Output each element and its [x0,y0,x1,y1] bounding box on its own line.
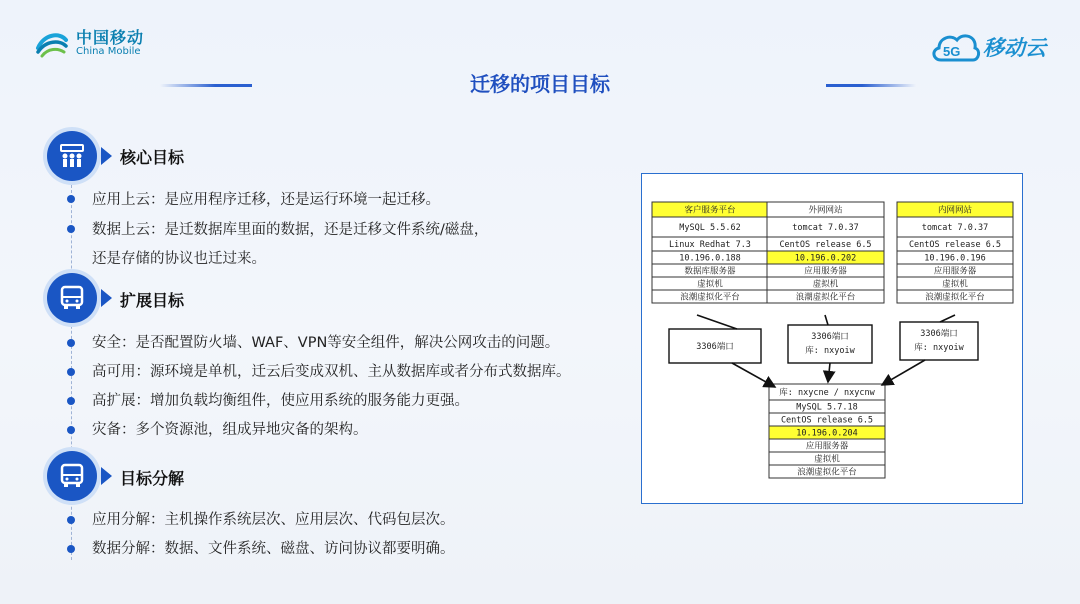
section-1-line-3: 还是存储的协议也迁过来。 [92,251,266,267]
migration-diagram-svg [642,174,1022,503]
diagram-cell-text: 浪潮虚拟化平台 [925,292,985,303]
section-1-line-1: 应用上云：是应用程序迁移，还是运行环境一起迁移。 [92,192,440,208]
section-3-icon [47,451,97,501]
arrow-to-target [732,363,775,387]
target-cell-text: CentOS release 6.5 [780,415,874,426]
section-1-title: 核心目标 [120,148,185,167]
bus-icon [57,461,87,491]
section-1-line-2: 数据上云：是迁数据库里面的数据，还是迁移文件系统/磁盘， [92,222,489,238]
diagram-cell-text: 虚拟机 [812,279,839,290]
diagram-cell-text: 10.196.0.202 [794,253,857,264]
section-2-arrow [101,289,112,307]
section-2-line-4: 灾备：多个资源池，组成异地灾备的架构。 [92,422,368,438]
logo-right-text: 移动云 [983,36,1046,60]
mobile-cloud-logo [929,28,1046,66]
port-db-label: 库: nxyoiw [805,346,855,356]
logo-right-badge: 5G [943,44,961,59]
arrow-to-target [828,363,830,382]
logo-left-en: China Mobile [76,46,141,58]
bullet [67,339,75,347]
diagram-column-header: 客户服务平台 [684,205,736,216]
port-label: 3306端口 [696,342,734,352]
bullet [67,225,75,233]
diagram-cell-text: 浪潮虚拟化平台 [795,292,856,303]
bullet [67,195,75,203]
diagram-cell-text: 10.196.0.188 [679,253,741,264]
section-3-title: 目标分解 [120,469,185,488]
port-box [900,322,978,360]
target-cell-text: 库: nxycne / nxycnw [779,388,875,398]
bus-icon [57,283,87,313]
diagram-cell-text: 应用服务器 [804,266,847,277]
connector-line [825,315,828,325]
arrow-to-target [882,360,925,385]
migration-diagram [641,173,1023,504]
port-box [788,325,872,363]
page-title: 迁移的项目目标 [470,72,610,96]
target-cell-text: 虚拟机 [814,454,840,465]
bullet [67,397,75,405]
bullet [67,516,75,524]
connector-line [697,315,737,329]
target-cell-text: MySQL 5.7.18 [796,402,858,413]
diagram-cell-text: 虚拟机 [942,279,968,290]
bullet [67,368,75,376]
section-2-line-2: 高可用：源环境是单机，迁云后变成双机、主从数据库或者分布式数据库。 [92,364,571,380]
target-cell-text: 浪潮虚拟化平台 [797,467,857,478]
section-1-arrow [101,147,112,165]
people-icon [57,141,87,171]
diagram-cell-text: Linux Redhat 7.3 [669,240,751,250]
diagram-cell-text: CentOS release 6.5 [908,240,1002,250]
section-3-line-1: 应用分解：主机操作系统层次、应用层次、代码包层次。 [92,512,455,528]
port-label: 3306端口 [811,332,849,342]
diagram-cell-text: MySQL 5.5.62 [679,223,741,233]
china-mobile-logo-icon [34,26,70,62]
section-3-line-2: 数据分解：数据、文件系统、磁盘、访问协议都要明确。 [92,541,455,557]
section-1-icon [47,131,97,181]
section-2-line-1: 安全：是否配置防火墙、WAF、VPN等安全组件，解决公网攻击的问题。 [92,335,560,351]
bullet [67,545,75,553]
diagram-cell-text: CentOS release 6.5 [779,240,872,250]
diagram-cell-text: tomcat 7.0.37 [792,223,859,233]
diagram-cell-text: tomcat 7.0.37 [921,223,989,233]
diagram-cell-text: 浪潮虚拟化平台 [680,292,740,303]
diagram-cell-text: 数据库服务器 [684,266,736,277]
cloud-5g-icon [929,28,981,66]
diagram-cell-text: 应用服务器 [933,266,977,277]
diagram-column-header: 内网网站 [937,205,973,216]
section-2-icon [47,273,97,323]
target-cell-text: 应用服务器 [805,441,849,452]
port-db-label: 库: nxyoiw [914,343,964,353]
port-label: 3306端口 [920,329,958,339]
section-2-title: 扩展目标 [120,291,185,310]
diagram-cell-text: 虚拟机 [697,279,723,290]
logo-left-cn: 中国移动 [76,28,145,48]
diagram-cell-text: 10.196.0.196 [924,253,986,264]
target-cell-text: 10.196.0.204 [796,428,858,439]
bullet [67,426,75,434]
section-3-arrow [101,467,112,485]
china-mobile-logo [34,26,144,62]
connector-line [940,315,955,322]
section-2-line-3: 高扩展：增加负载均衡组件，使应用系统的服务能力更强。 [92,393,469,409]
diagram-column-header: 外网网站 [808,205,843,216]
